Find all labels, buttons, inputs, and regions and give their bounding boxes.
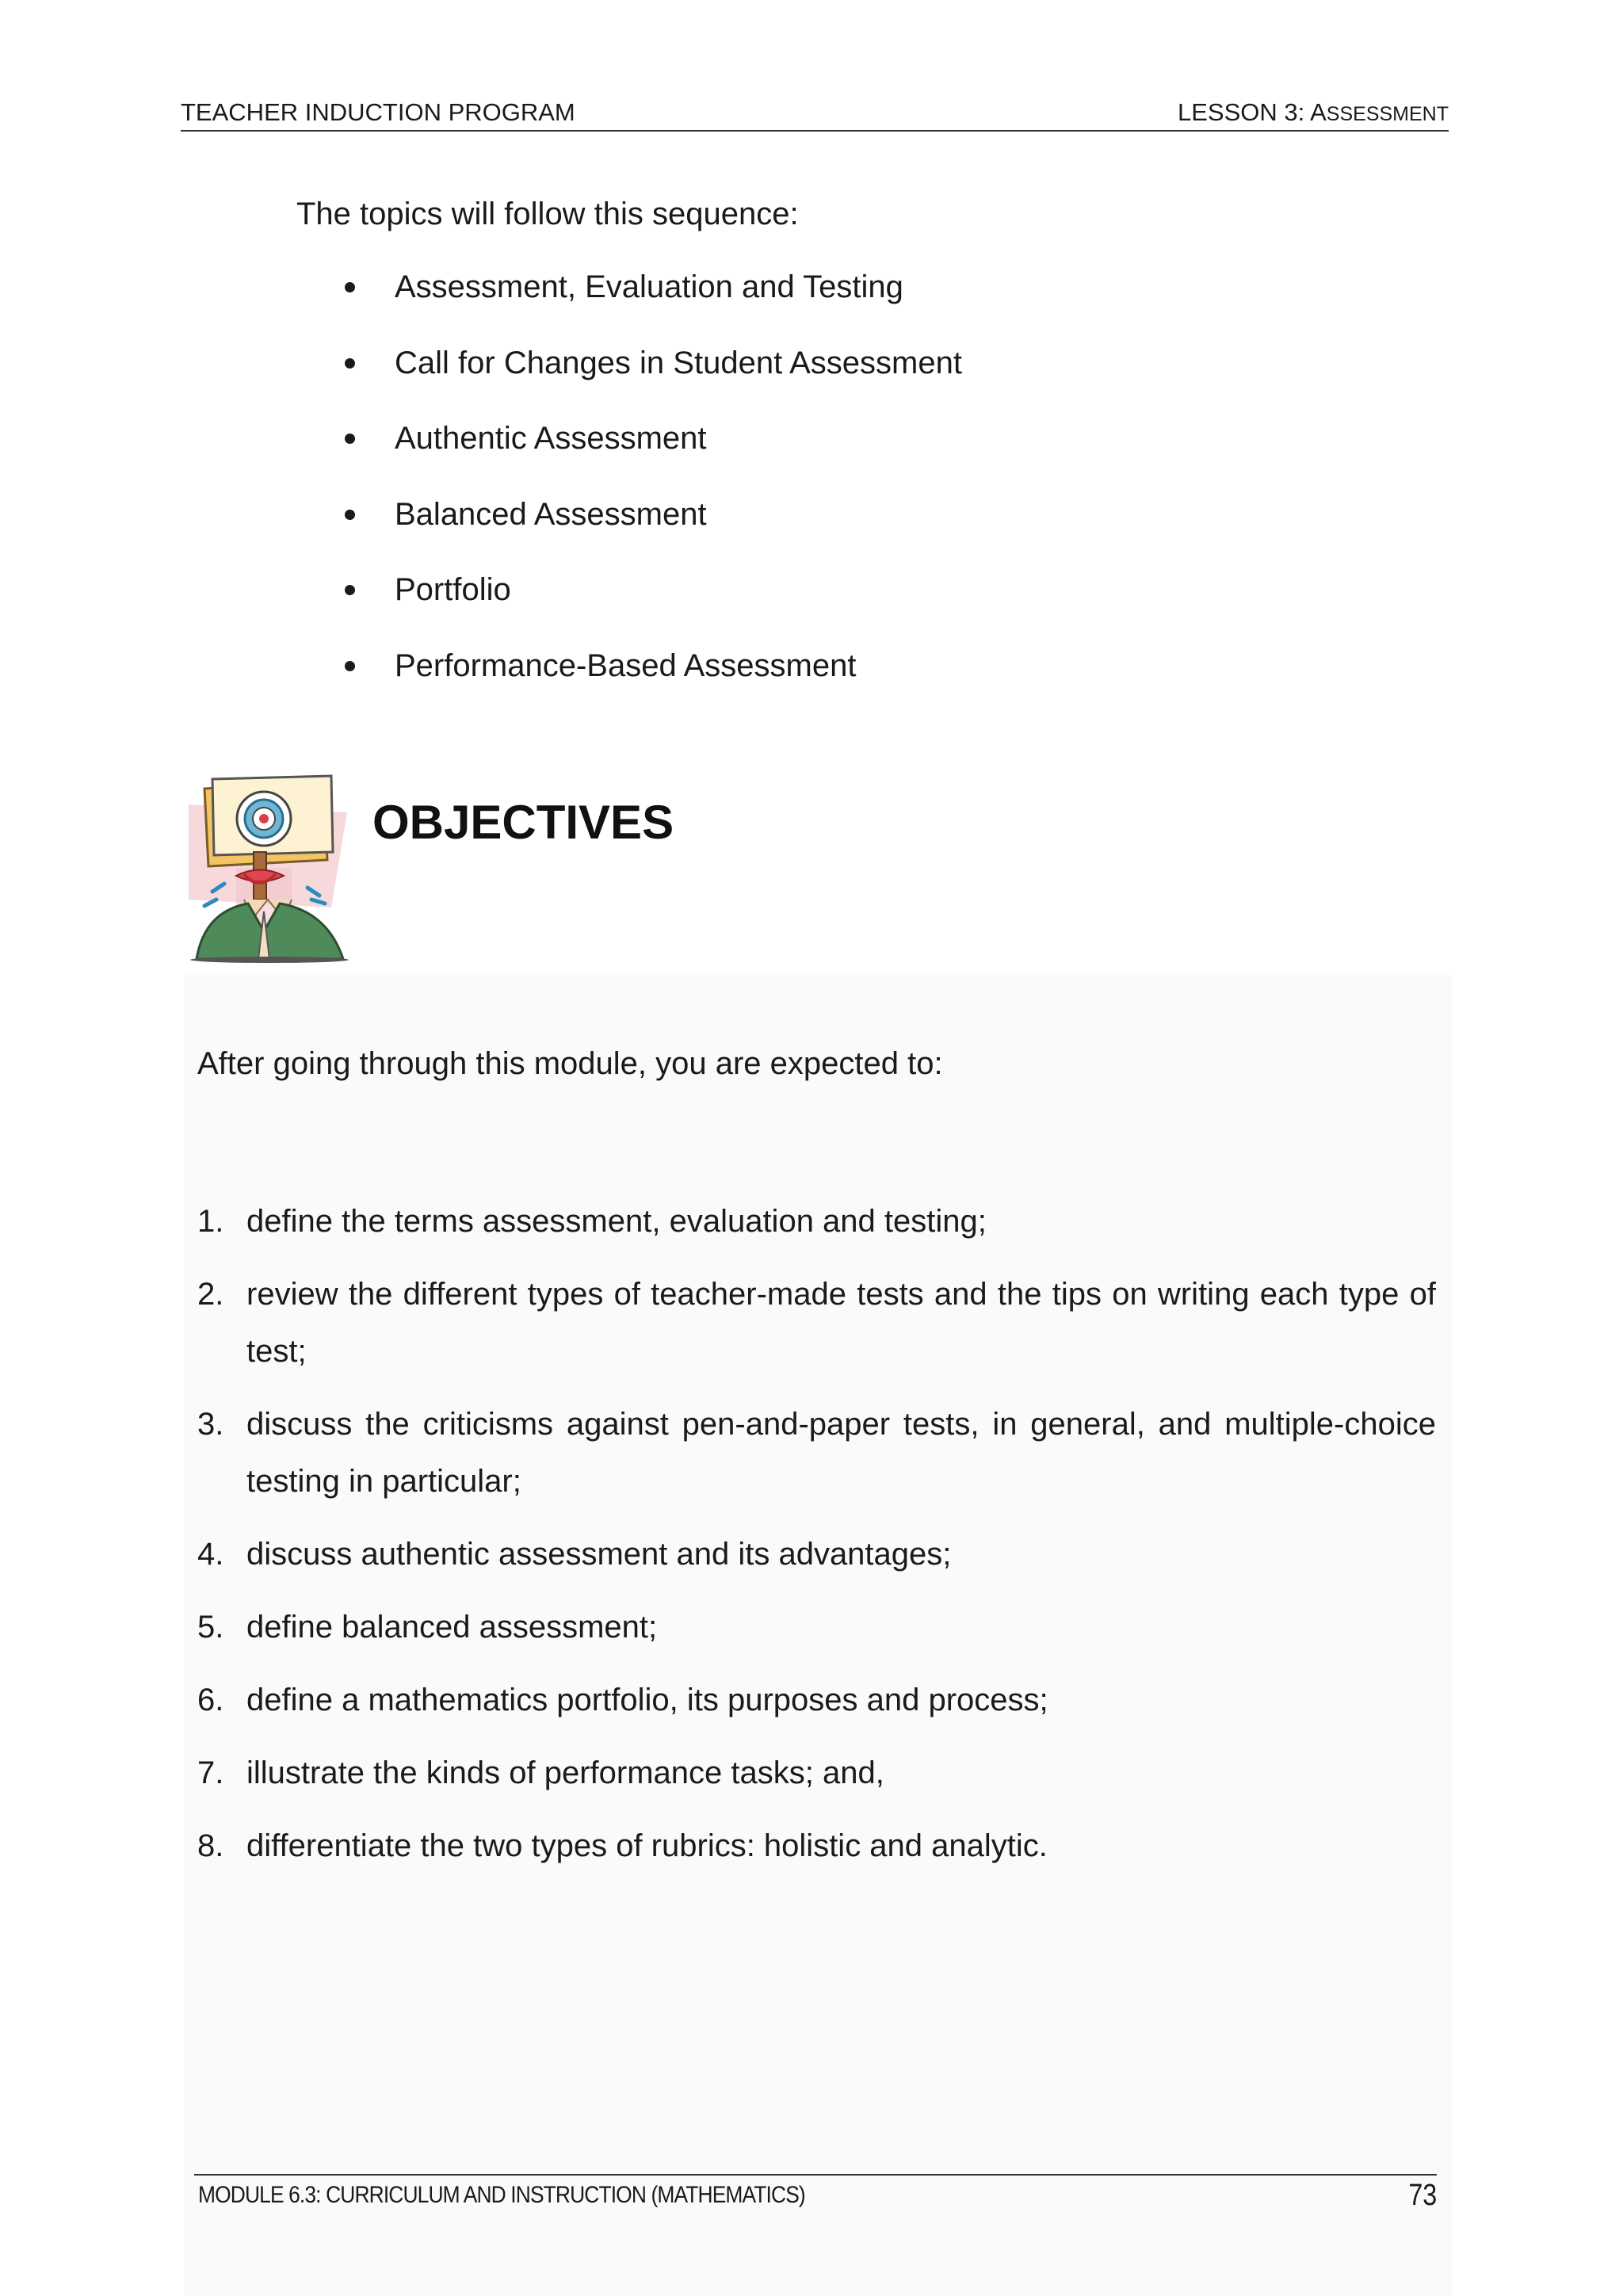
topic-text: Performance-Based Assessment	[395, 648, 857, 683]
target-sign-person-icon	[189, 773, 351, 963]
topic-text: Call for Changes in Student Assessment	[395, 345, 962, 380]
list-item	[345, 346, 962, 422]
header-lesson-prefix: LESSON 3: A	[1177, 98, 1327, 126]
page-number: 73	[1408, 2179, 1437, 2212]
list-item	[197, 1526, 1436, 1583]
bullet-icon	[345, 282, 355, 292]
topic-text: Balanced Assessment	[395, 496, 707, 532]
item-number: 5.	[197, 1610, 224, 1645]
item-number: 4.	[197, 1537, 224, 1572]
item-number: 3.	[197, 1407, 224, 1442]
list-item	[197, 1671, 1436, 1729]
item-text: review the different types of teacher-made tests and the tips on writing each type of test;	[246, 1277, 1436, 1369]
footer-module: MODULE 6.3: CURRICULUM AND INSTRUCTION (MATHEMATICS)	[198, 2182, 805, 2208]
list-item	[197, 1193, 1436, 1250]
item-text: discuss authentic assessment and its advantages;	[246, 1537, 952, 1572]
objectives-heading: OBJECTIVES	[372, 796, 674, 849]
item-text: differentiate the two types of rubrics: holistic and analytic.	[246, 1828, 1048, 1863]
item-number: 6.	[197, 1683, 224, 1717]
bullet-icon	[345, 358, 355, 369]
bullet-icon	[345, 434, 355, 444]
list-item	[345, 572, 962, 648]
topic-text: Authentic Assessment	[395, 421, 707, 456]
list-item	[197, 1744, 1436, 1801]
bullet-icon	[345, 510, 355, 520]
list-item	[197, 1817, 1436, 1874]
objectives-lead: After going through this module, you are expected to:	[197, 1046, 943, 1081]
item-text: illustrate the kinds of performance tasks; and,	[246, 1755, 884, 1790]
topic-text: Assessment, Evaluation and Testing	[395, 269, 903, 304]
topics-list	[345, 269, 962, 724]
list-item	[345, 648, 962, 724]
page-header	[181, 95, 1449, 132]
list-item	[345, 269, 962, 346]
header-program: TEACHER INDUCTION PROGRAM	[181, 98, 575, 126]
list-item	[197, 1266, 1436, 1380]
header-lesson-smallcaps: SSESSMENT	[1326, 103, 1449, 125]
item-number: 1.	[197, 1204, 224, 1239]
topics-intro: The topics will follow this sequence:	[296, 197, 799, 231]
list-item	[197, 1599, 1436, 1656]
list-item	[197, 1396, 1436, 1510]
bullet-icon	[345, 661, 355, 671]
list-item	[345, 421, 962, 497]
item-text: define the terms assessment, evaluation and testing;	[246, 1204, 987, 1239]
item-number: 7.	[197, 1755, 224, 1790]
topic-text: Portfolio	[395, 572, 511, 607]
page-footer	[194, 2174, 1437, 2212]
objectives-list	[197, 1193, 1436, 1890]
item-text: define a mathematics portfolio, its purposes and process;	[246, 1683, 1048, 1717]
header-lesson	[1178, 98, 1449, 127]
bullet-icon	[345, 585, 355, 595]
item-text: define balanced assessment;	[246, 1610, 658, 1645]
list-item	[345, 497, 962, 573]
item-number: 8.	[197, 1828, 224, 1863]
item-text: discuss the criticisms against pen-and-paper tests, in general, and multiple-choice testing in particular;	[246, 1407, 1436, 1499]
item-number: 2.	[197, 1277, 224, 1312]
